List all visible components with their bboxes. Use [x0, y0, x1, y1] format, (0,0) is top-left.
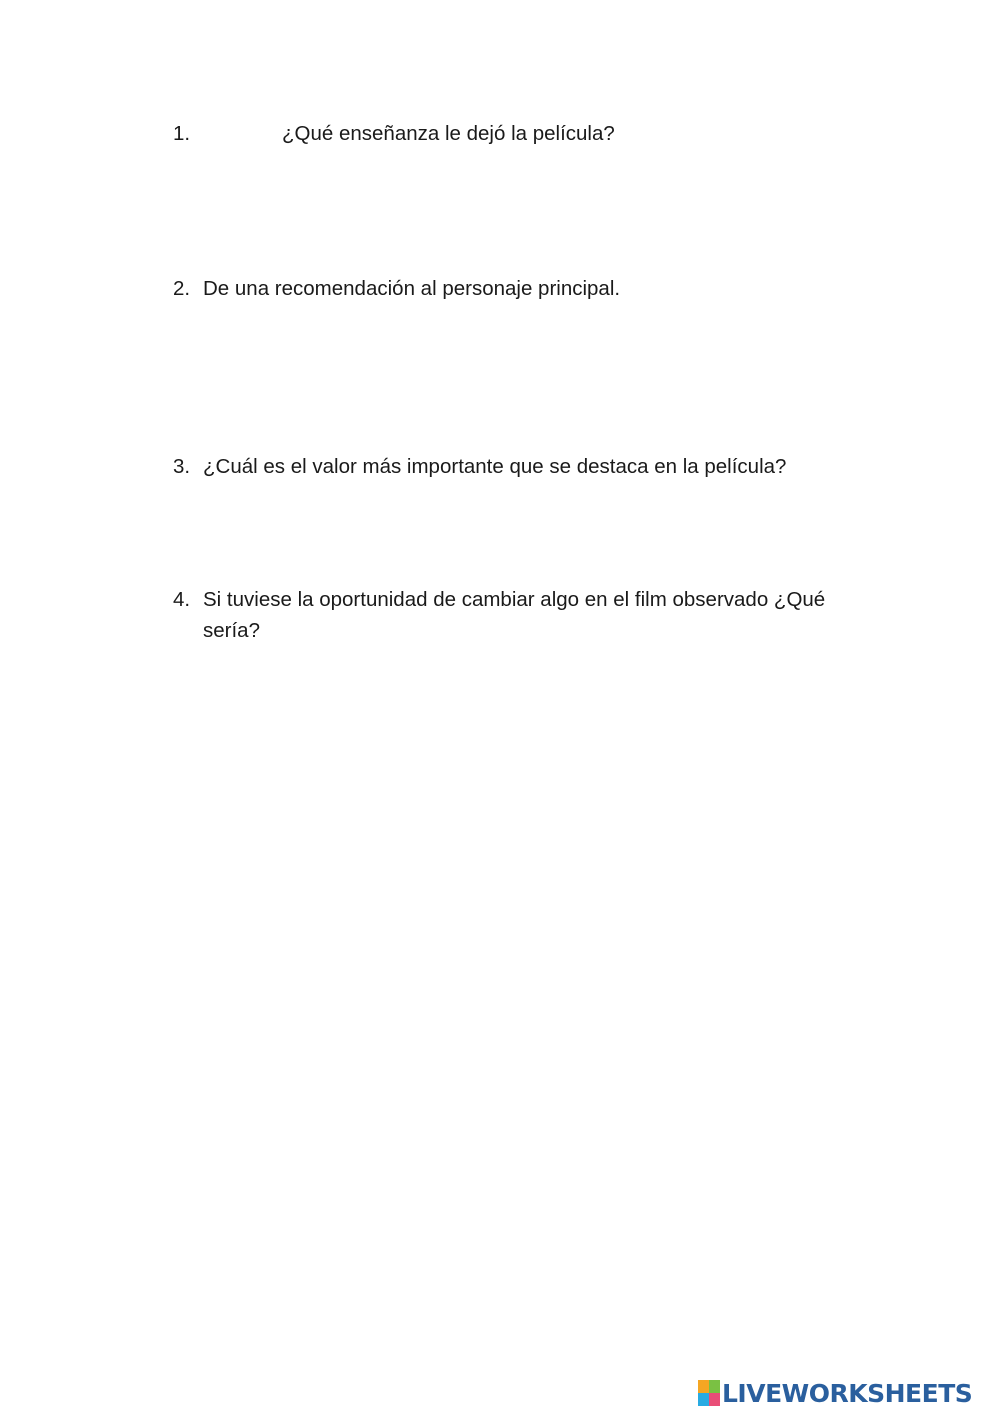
- question-2: [173, 273, 873, 304]
- liveworksheets-brand: [698, 1378, 972, 1408]
- question-text: De una recomendación al personaje principal.: [203, 277, 621, 300]
- question-text: ¿Qué enseñanza le dejó la película?: [282, 122, 615, 145]
- question-1: [173, 118, 873, 149]
- question-text: Si tuviese la oportunidad de cambiar algo en el film observado ¿Qué sería?: [203, 588, 826, 642]
- question-3: [173, 451, 873, 482]
- question-number: 1.: [173, 122, 191, 145]
- brand-name: LIVEWORKSHEETS: [722, 1378, 973, 1408]
- question-number: 2.: [173, 277, 191, 300]
- question-4: [173, 584, 863, 646]
- question-number: 4.: [173, 588, 191, 611]
- question-text: ¿Cuál es el valor más importante que se destaca en la película?: [203, 455, 787, 478]
- liveworksheets-logo-icon: [698, 1380, 720, 1406]
- question-number: 3.: [173, 455, 191, 478]
